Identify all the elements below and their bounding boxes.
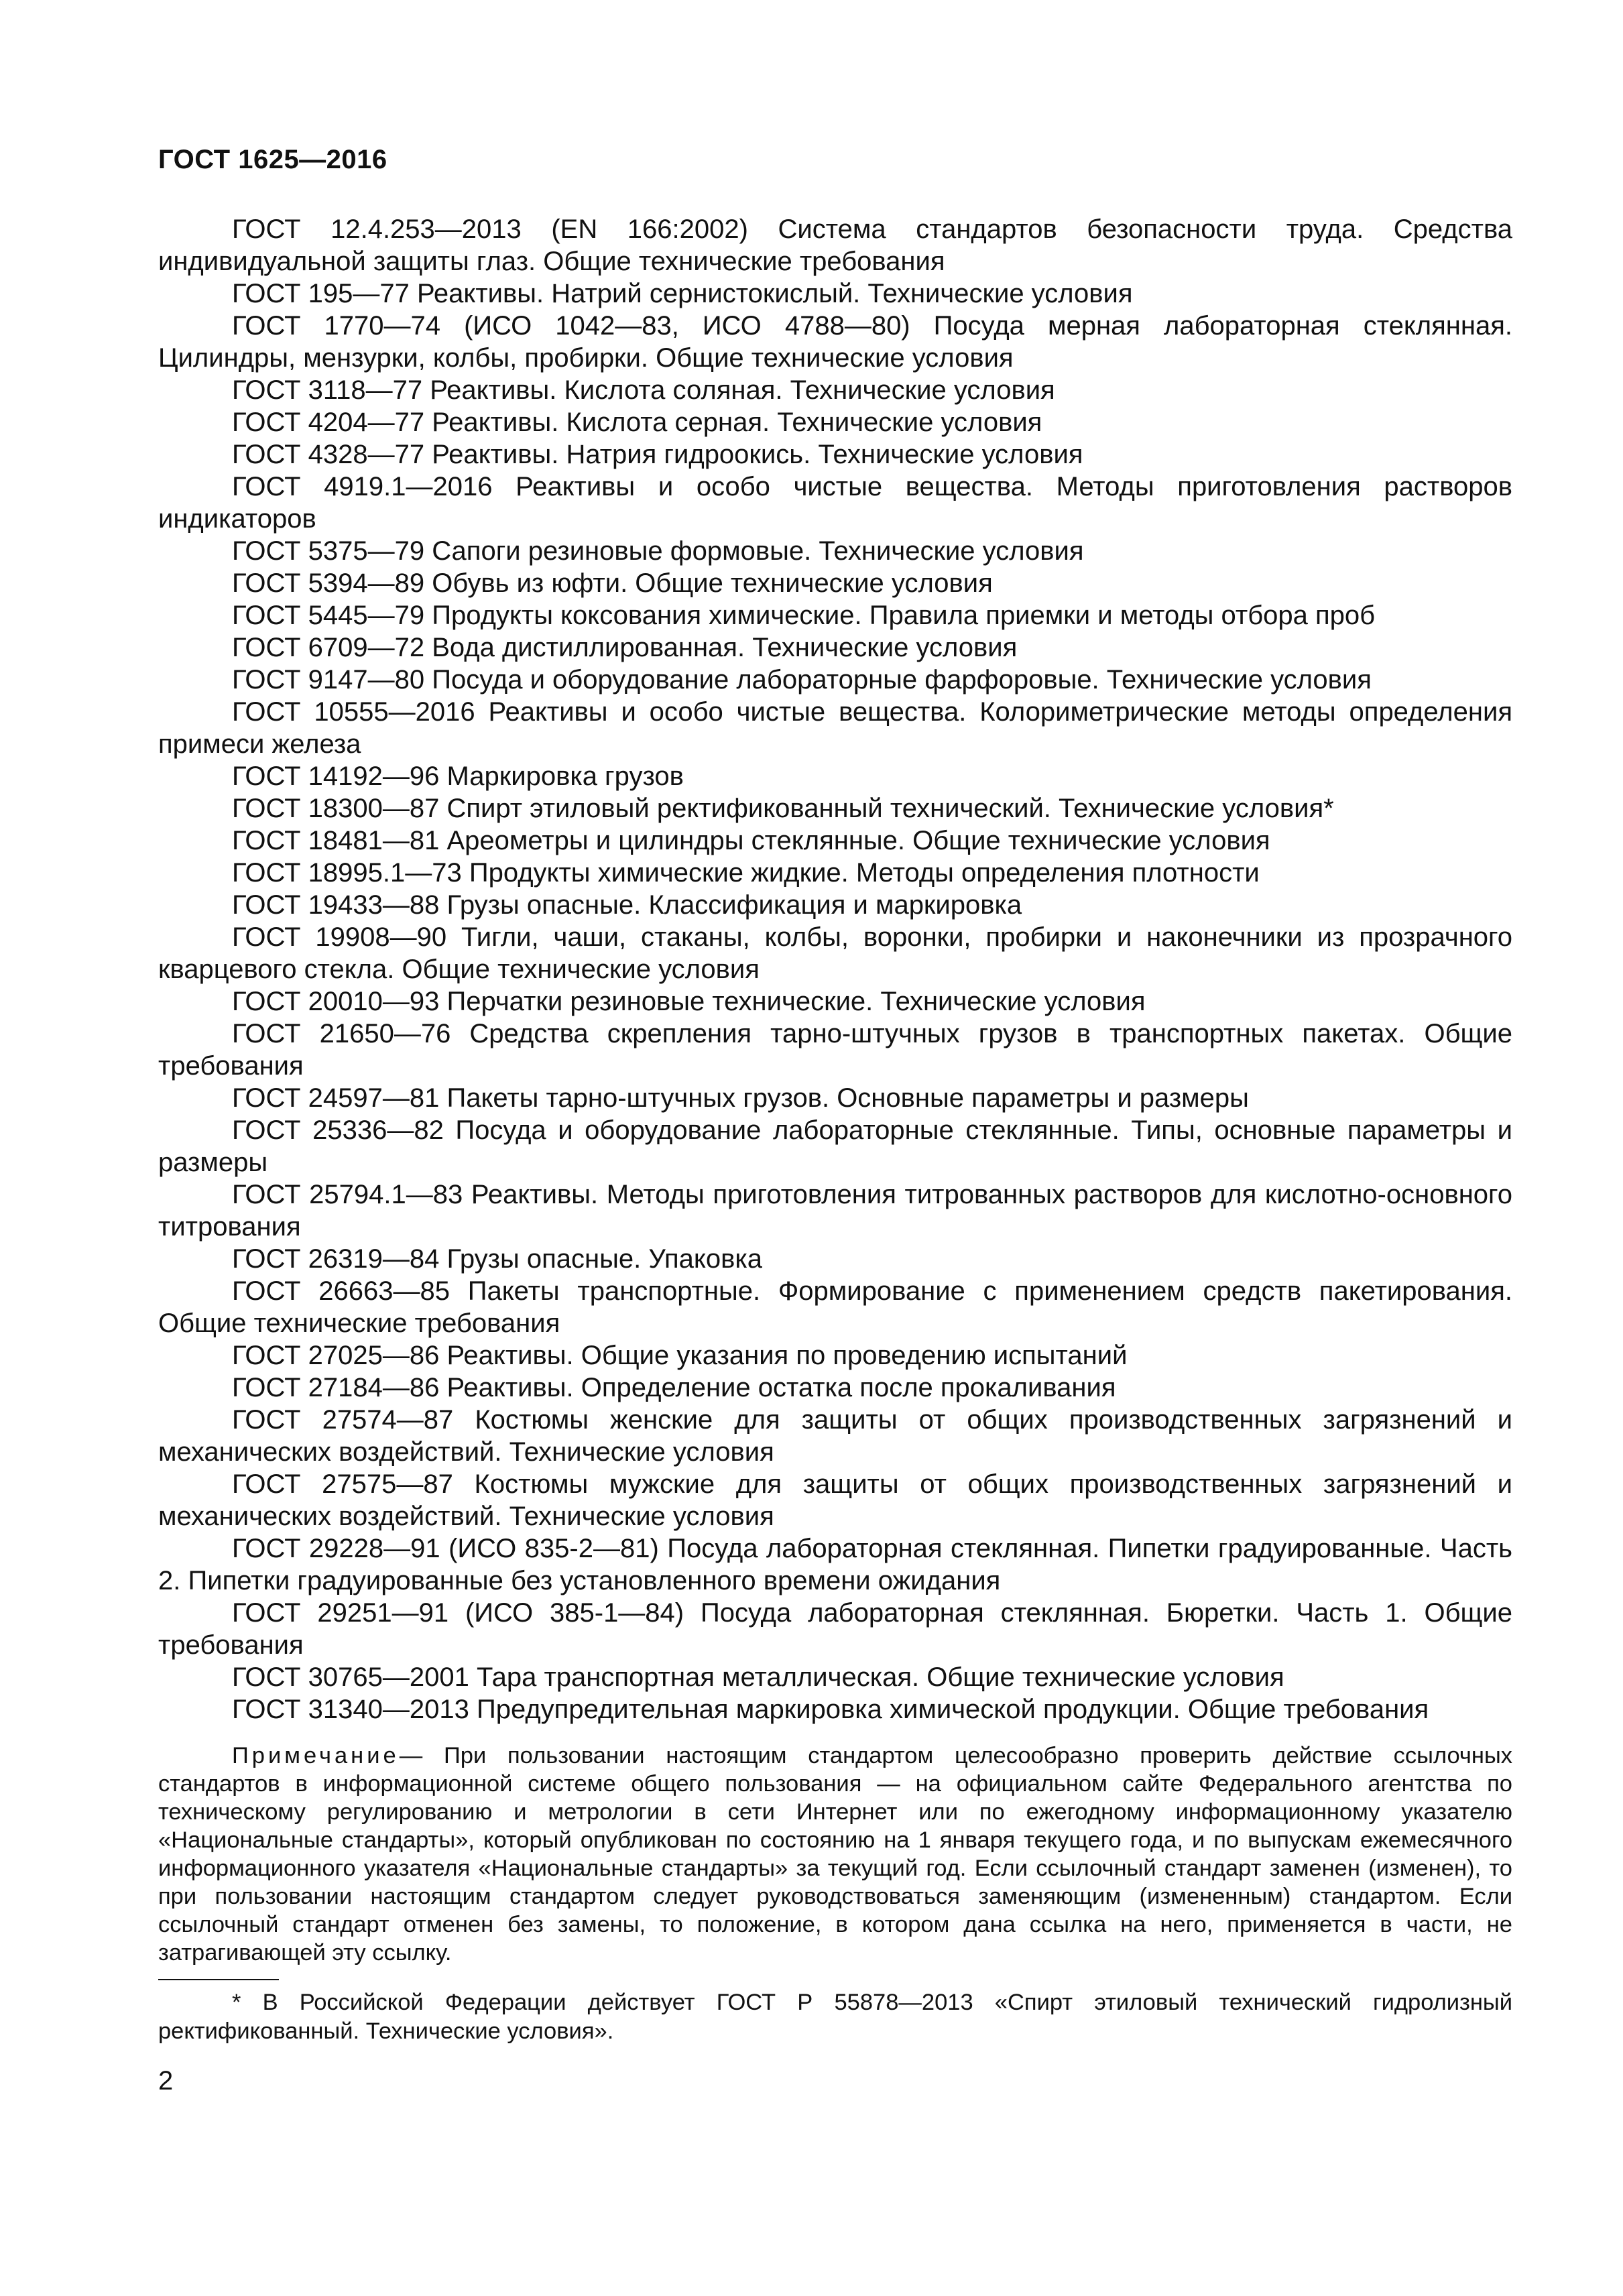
reference-item: ГОСТ 29251—91 (ИСО 385-1—84) Посуда лабораторная стеклянная. Бюретки. Часть 1. Общие требования (158, 1598, 1512, 1660)
reference-item: ГОСТ 27574—87 Костюмы женские для защиты от общих производственных загрязнений и механических воздействий. Технические условия (158, 1405, 1512, 1467)
reference-item: ГОСТ 18995.1—73 Продукты химические жидкие. Методы определения плотности (232, 858, 1260, 888)
reference-item: ГОСТ 4919.1—2016 Реактивы и особо чистые вещества. Методы приготовления растворов индикаторов (158, 472, 1512, 534)
reference-item: ГОСТ 27184—86 Реактивы. Определение остатка после прокаливания (232, 1373, 1116, 1402)
reference-item: ГОСТ 4204—77 Реактивы. Кислота серная. Технические условия (232, 408, 1042, 437)
reference-item: ГОСТ 19433—88 Грузы опасные. Классификация и маркировка (232, 890, 1022, 920)
reference-item: ГОСТ 10555—2016 Реактивы и особо чистые вещества. Колориметрические методы определения примеси железа (158, 697, 1512, 759)
reference-item: ГОСТ 25336—82 Посуда и оборудование лабораторные стеклянные. Типы, основные параметры и размеры (158, 1115, 1512, 1177)
reference-item: ГОСТ 195—77 Реактивы. Натрий сернистокислый. Технические условия (232, 279, 1133, 308)
reference-item: ГОСТ 3118—77 Реактивы. Кислота соляная. Технические условия (232, 375, 1055, 405)
reference-item: ГОСТ 4328—77 Реактивы. Натрия гидроокись. Технические условия (232, 440, 1083, 469)
reference-item: ГОСТ 12.4.253—2013 (EN 166:2002) Система стандартов безопасности труда. Средства индивидуальной защиты глаз. Общие технические требования (158, 215, 1512, 276)
note-label: Примечание (232, 1743, 400, 1768)
reference-item: ГОСТ 1770—74 (ИСО 1042—83, ИСО 4788—80) Посуда мерная лабораторная стеклянная. Цилиндры, мензурки, колбы, пробирки. Общие технические условия (158, 311, 1512, 373)
page-number: 2 (158, 2066, 174, 2096)
reference-item: ГОСТ 27025—86 Реактивы. Общие указания по проведению испытаний (232, 1341, 1128, 1370)
reference-item: ГОСТ 26319—84 Грузы опасные. Упаковка (232, 1244, 762, 1274)
footnote: * В Российской Федерации действует ГОСТ Р 55878—2013 «Спирт этиловый технический гидролизный ректификованный. Технические условия». (158, 1990, 1512, 2044)
reference-item: ГОСТ 24597—81 Пакеты тарно-штучных грузов. Основные параметры и размеры (232, 1083, 1249, 1113)
reference-item: ГОСТ 5375—79 Сапоги резиновые формовые. Технические условия (232, 536, 1084, 566)
reference-item: ГОСТ 14192—96 Маркировка грузов (232, 762, 684, 791)
note-text: — При пользовании настоящим стандартом целесообразно проверить действие ссылочных стандартов в информационной системе общего пользования — на официальном сайте Федерального агентства по техническому регулированию и метрологии в сети Интернет или по ежегодному информационному указателю «Национальные стандарты», который опубликован по состоянию на 1 января текущего года, и по выпускам ежемесячного информационного указателя «Национальные стандарты» за текущий год. Если ссылочный стандарт заменен (изменен), то при пользовании настоящим стандартом следует руководствоваться заменяющим (измененным) стандартом. Если ссылочный стандарт отменен без замены, то положение, в котором дана ссылка на него, применяется в части, не затрагивающей эту ссылку. (158, 1743, 1512, 1966)
reference-item: ГОСТ 21650—76 Средства скрепления тарно-штучных грузов в транспортных пакетах. Общие требования (158, 1019, 1512, 1081)
normative-references-list (158, 213, 1512, 1726)
reference-item: ГОСТ 18481—81 Ареометры и цилиндры стеклянные. Общие технические условия (232, 826, 1270, 855)
footnote-separator (158, 1979, 279, 1980)
document-page (158, 146, 1512, 2097)
reference-item: ГОСТ 18300—87 Спирт этиловый ректификованный технический. Технические условия* (232, 794, 1334, 823)
reference-item: ГОСТ 5445—79 Продукты коксования химические. Правила приемки и методы отбора проб (232, 601, 1376, 630)
reference-item: ГОСТ 20010—93 Перчатки резиновые технические. Технические условия (232, 987, 1146, 1016)
reference-item: ГОСТ 27575—87 Костюмы мужские для защиты от общих производственных загрязнений и механических воздействий. Технические условия (158, 1469, 1512, 1531)
reference-item: ГОСТ 19908—90 Тигли, чаши, стаканы, колбы, воронки, пробирки и наконечники из прозрачного кварцевого стекла. Общие технические условия (158, 922, 1512, 984)
reference-item: ГОСТ 9147—80 Посуда и оборудование лабораторные фарфоровые. Технические условия (232, 665, 1372, 694)
reference-item: ГОСТ 5394—89 Обувь из юфти. Общие технические условия (232, 568, 993, 598)
reference-item: ГОСТ 29228—91 (ИСО 835-2—81) Посуда лабораторная стеклянная. Пипетки градуированные. Часть 2. Пипетки градуированные без установленного времени ожидания (158, 1534, 1512, 1595)
note-paragraph (158, 1742, 1512, 1967)
document-header: ГОСТ 1625—2016 (158, 145, 387, 174)
reference-item: ГОСТ 31340—2013 Предупредительная маркировка химической продукции. Общие требования (232, 1695, 1429, 1724)
reference-item: ГОСТ 26663—85 Пакеты транспортные. Формирование с применением средств пакетирования. Общие технические требования (158, 1276, 1512, 1338)
reference-item: ГОСТ 25794.1—83 Реактивы. Методы приготовления титрованных растворов для кислотно-основного титрования (158, 1180, 1512, 1242)
reference-item: ГОСТ 6709—72 Вода дистиллированная. Технические условия (232, 633, 1018, 662)
reference-item: ГОСТ 30765—2001 Тара транспортная металлическая. Общие технические условия (232, 1663, 1284, 1692)
